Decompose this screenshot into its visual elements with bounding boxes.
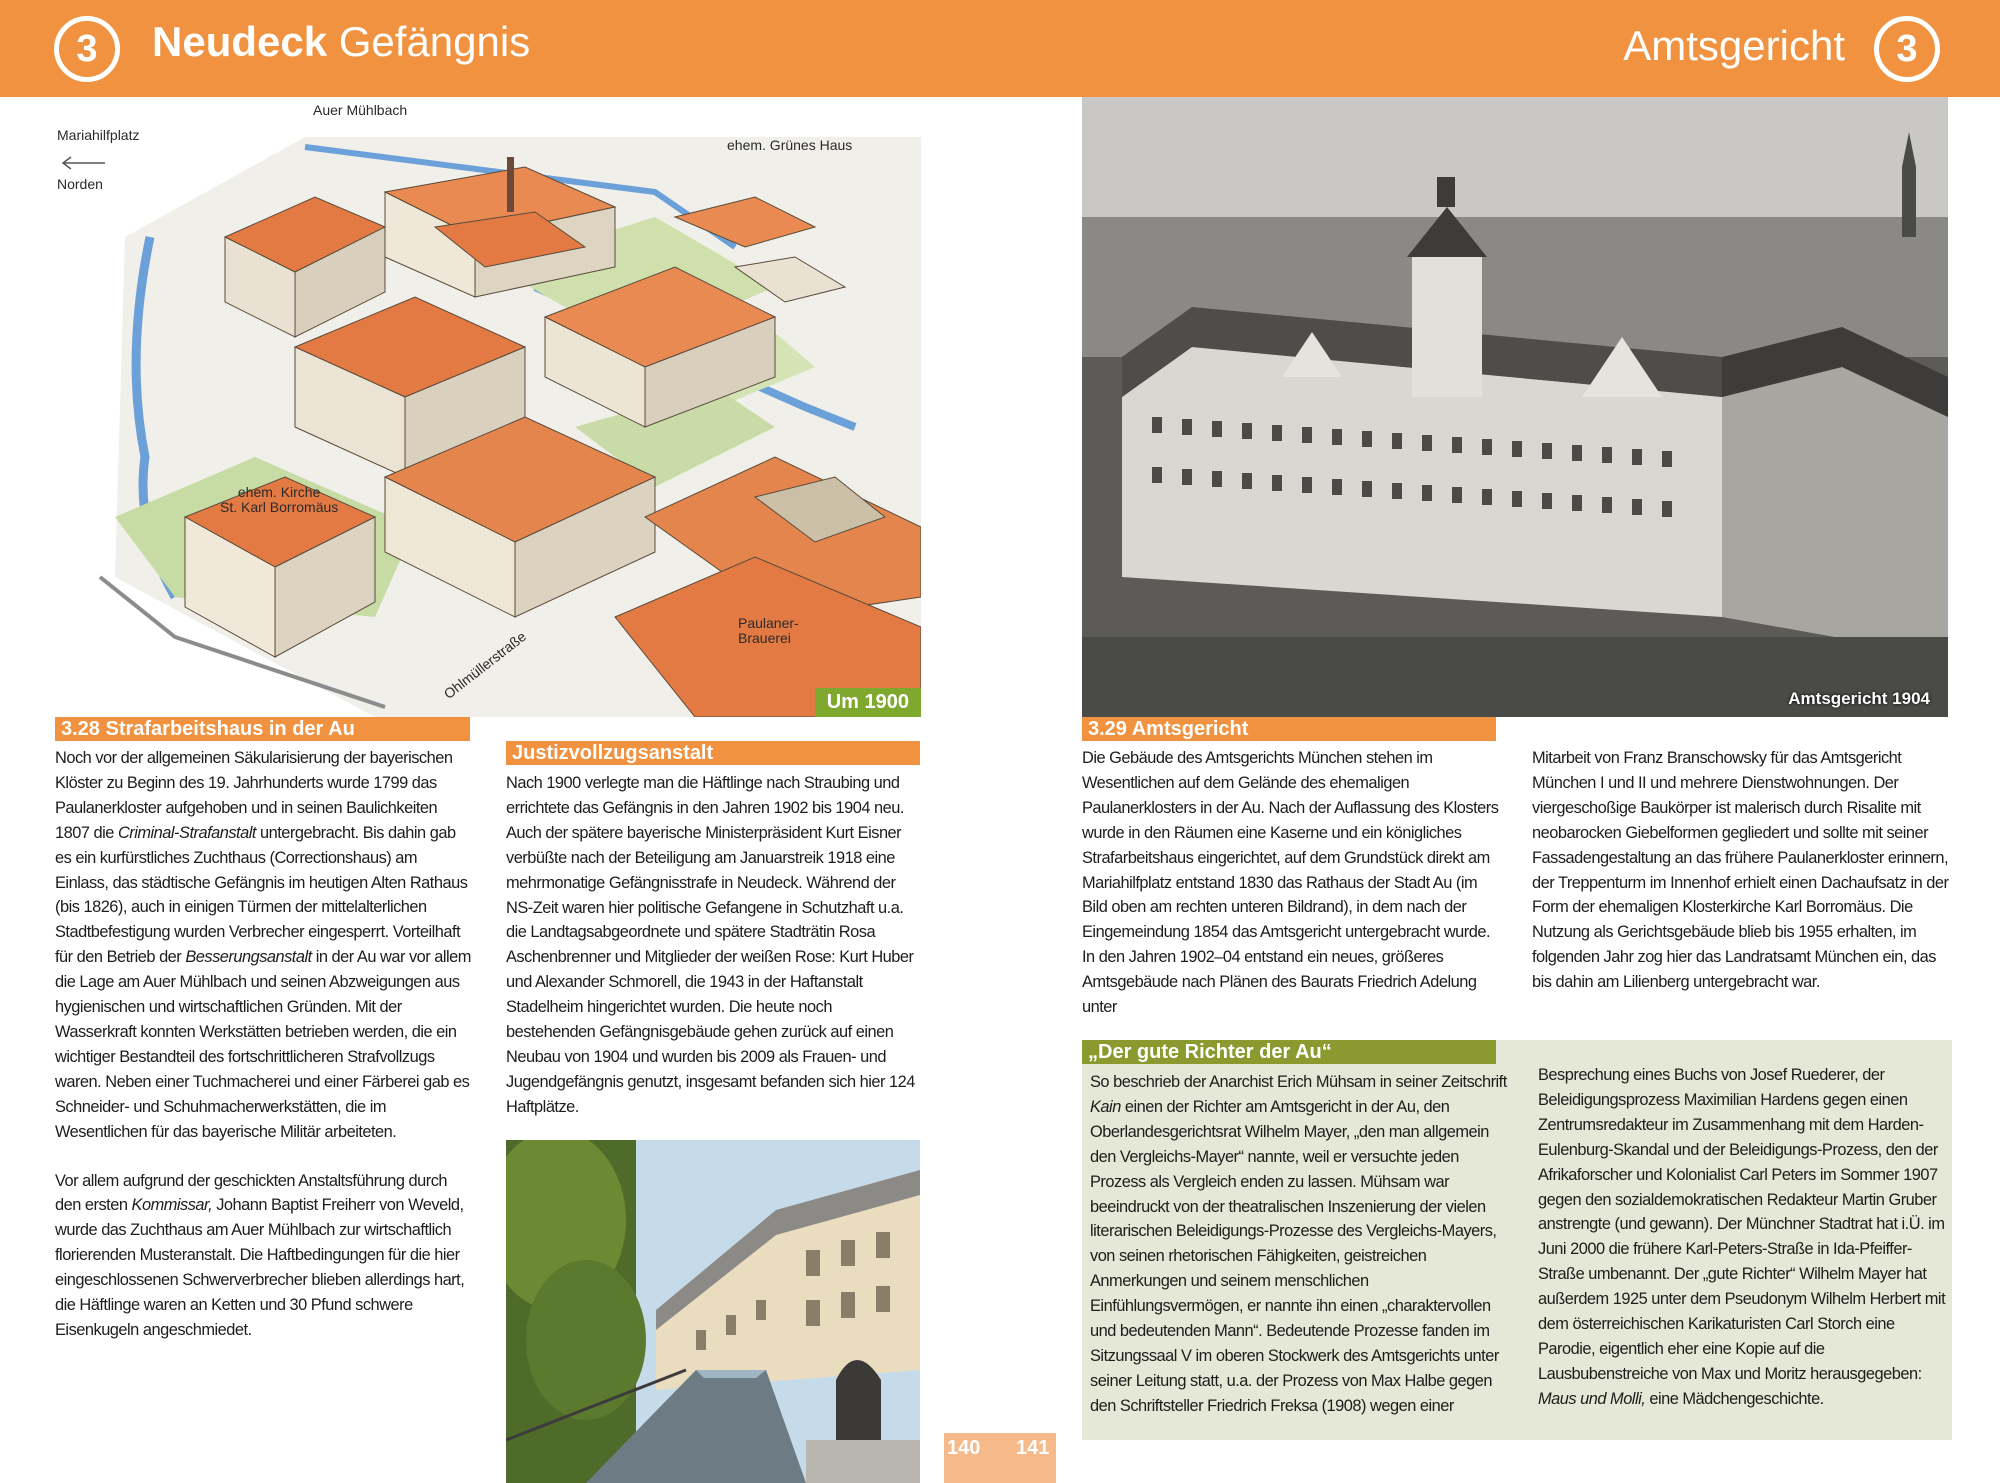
chapter-badge-right: 3: [1874, 16, 1940, 82]
richter-text-right: [1538, 1063, 1952, 1412]
header-bar-right: [1000, 0, 2000, 97]
section-328-paragraph-1: Noch vor der allgemeinen Säkularisierung der bayerischen Klöster zu Beginn des 19. Jahrhunderts wurde 1799 das Paulanerkloster aufgehoben und in seinen Baulichkeiten 1807 die Criminal-Strafanstalt untergebracht. Bis dahin gab es ein kurfürstliches Zuchthaus (Correctionshaus) am Einlass, das städtische Gefängnis im heutigen Alten Rathaus (bis 1826), auch in einigen Türmen der mittelalterlichen Stadtbefestigung wurden Verbrecher eingesperrt. Vorteilhaft für den Betrieb der Besserungsanstalt in der Au war vor allem die Lage am Auer Mühlbach und seinen Abzweigungen aus hygienischen und wirtschaftlichen Gründen. Mit der Wasserkraft konnten Werkstätten betrieben werden, die ein wichtiger Bestandteil des fortschrittlicheren Strafvollzugs waren. Neben einer Tuchmacherei und einer Färberei gab es Schneider- und Schuhmacherwerkstätten, die im Wesentlichen für das bayerische Militär arbeiteten.: [55, 749, 471, 1141]
label-gruenes-haus: ehem. Grünes Haus: [727, 137, 853, 153]
justiz-paragraph: Nach 1900 verlegte man die Häftlinge nach Straubing und errichtete das Gefängnis in den Jahren 1902 bis 1904 neu. Auch der spätere bayerische Ministerpräsident Kurt Eisner verbüßte nach der Beteiligung am Januarstreik 1918 eine mehrmonatige Gefängnisstrafe in Neudeck. Während der NS-Zeit waren hier politische Gefangene in Schutzhaft u.a. die Landtagsabgeordnete und spätere Stadträtin Rosa Aschenbrenner und Mitglieder der weißen Rose: Kurt Huber und Alexander Schmorell, die 1943 in der Haftanstalt Stadelheim hingerichtet wurden. Die heute noch bestehenden Gefängnisgebäude gehen zurück auf einen Neubau von 1904 und wurden bis 2009 als Frauen- und Jugendgefängnis genutzt, insgesamt befanden sich hier 124 Haftplätze.: [506, 774, 915, 1116]
richter-heading: „Der gute Richter der Au“: [1082, 1040, 1496, 1064]
page-title-left: [152, 18, 530, 66]
page-number-right: 141: [1016, 1437, 1050, 1459]
label-auer-muehlbach: Auer Mühlbach: [313, 102, 408, 118]
label-kirche-line2: St. Karl Borromäus: [220, 499, 339, 516]
label-paulaner: [738, 616, 799, 647]
header-bar-left: [0, 0, 1000, 97]
section-329-paragraph: Die Gebäude des Amtsgerichts München stehen im Wesentlichen auf dem Gelände des ehemaligen Paulanerklosters in der Au. Nach der Auflassung des Klosters wurde in den Räumen eine Kaserne und ein königliches Strafarbeitshaus eingerichtet, auf dem Grundstück direkt am Mariahilfplatz entstand 1830 das Rathaus der Stadt Au (im Bild oben am rechten unteren Bildrand), in dem nach der Eingemeindung 1854 das Amtsgericht untergebracht wurde. In den Jahren 1902–04 entstand ein neues, größeres Amtsgebäude nach Plänen des Baurats Friedrich Adelung unter: [1082, 749, 1499, 1017]
label-kirche: [220, 485, 338, 516]
section-328-heading: 3.28 Strafarbeitshaus in der Au: [55, 717, 470, 741]
title-light: Gefängnis: [338, 18, 531, 65]
canal-prison-drawing: [506, 1140, 920, 1483]
section-329-text-left: [1082, 746, 1500, 1020]
label-mariahilfplatz: Mariahilfplatz: [57, 127, 140, 143]
prison-illustration: [55, 97, 921, 717]
label-ohlmuellerstrasse: Ohlmüllerstraße: [440, 628, 529, 702]
era-tag: Um 1900: [815, 688, 921, 717]
chapter-badge-left: 3: [54, 16, 120, 82]
page-title-right: Amtsgericht: [1623, 22, 1845, 69]
justiz-text: [506, 771, 924, 1120]
section-328-text: [55, 746, 473, 1343]
amtsgericht-building-drawing: [1082, 97, 1948, 717]
label-kirche-line1: ehem. Kirche: [237, 484, 321, 500]
richter-paragraph: So beschrieb der Anarchist Erich Mühsam in seiner Zeitschrift Kain einen der Richter am Amtsgericht in der Au, den Oberlandesgerichtsrat Wilhelm Mayer, „den man allgemein den Vergleichs-Mayer“ nannte, weil er versuchte jeden Prozess als Vergleich enden zu lassen. Mühsam war beeindruckt von der theatralischen Inszenierung der vielen literarischen Beleidigungs-Prozesse des Vergleichs-Mayers, von seinen rhetorischen Fähigkeiten, geistreichen Anmerkungen und seinem menschlichen Einfühlungsvermögen, er nannte ihn einen „charaktervollen und bedeutenden Mann“. Bedeutende Prozesse fanden im Sitzungssaal V im oberen Stockwerk des Amtsgerichts unter seiner Leitung statt, u.a. der Prozess von Max Halbe gegen den Schriftsteller Friedrich Freksa (1908) wegen einer: [1090, 1073, 1507, 1415]
label-paulaner-line2: Brauerei: [738, 630, 791, 647]
title-bold: Neudeck: [152, 18, 328, 65]
amtsgericht-photo: [1082, 97, 1948, 717]
richter-text-left: [1090, 1070, 1508, 1419]
page-number-left: 140: [947, 1437, 981, 1459]
section-329-heading: 3.29 Amtsgericht: [1082, 717, 1496, 741]
section-329-paragraph-continued: Mitarbeit von Franz Branschowsky für das Amtsgericht München I und II und mehrere Dienstwohnungen. Der viergeschoßige Baukörper ist malerisch durch Risalite mit neobarocken Giebelformen gegliedert und sollte mit seiner Fassadengestaltung an das frühere Paulanerkloster erinnern, der Treppenturm im Innenhof erhielt einen Dachaufsatz in der Form der ehemaligen Klosterkirche Karl Borromäus. Die Nutzung als Gerichtsgebäude blieb bis 1955 erhalten, im folgenden Jahr zog hier das Landratsamt München ein, das bis dahin am Lilienberg untergebracht war.: [1532, 749, 1949, 992]
photo-caption: Amtsgericht 1904: [1788, 689, 1930, 708]
canal-photo: [506, 1140, 920, 1483]
label-paulaner-line1: Paulaner-: [738, 615, 799, 631]
richter-paragraph-continued: Besprechung eines Buchs von Josef Ruederer, der Beleidigungsprozess Maximilian Hardens gegen einen Zentrumsredakteur im Zusammenhang mit dem Harden-Eulenburg-Skandal und der Beleidigungs-Prozess, den der Afrikaforscher und Kolonialist Carl Peters im Sommer 1907 gegen den sozialdemokratischen Redakteur Martin Gruber anstrengte (und gewann). Der Münchner Stadtrat hat i.Ü. im Juni 2000 die frühere Karl-Peters-Straße in Ida-Pfeiffer-Straße umbenannt. Der „gute Richter“ Wilhelm Mayer hat außerdem 1925 unter dem Pseudonym Wilhelm Herbert mit dem österreichischen Karikaturisten Carl Storch eine Parodie, eigentlich eher eine Kopie auf die Lausbubenstreiche von Max und Moritz herausgegeben: Maus und Molli, eine Mädchengeschichte.: [1538, 1066, 1946, 1408]
label-norden: Norden: [57, 176, 103, 192]
justiz-heading: Justizvollzugsanstalt: [506, 741, 920, 765]
section-329-text-right: [1532, 746, 1952, 995]
section-328-paragraph-2: Vor allem aufgrund der geschickten Anstaltsführung durch den ersten Kommissar, Johann Baptist Freiherr von Weveld, wurde das Zuchthaus am Auer Mühlbach zur wirtschaftlich florierenden Musteranstalt. Die Haftbedingungen für die hier eingeschlossenen Schwerverbrecher blieben allerdings hart, die Häftlinge waren an Ketten und 30 Pfund schwere Eisenkugeln angeschmiedet.: [55, 1171, 465, 1339]
